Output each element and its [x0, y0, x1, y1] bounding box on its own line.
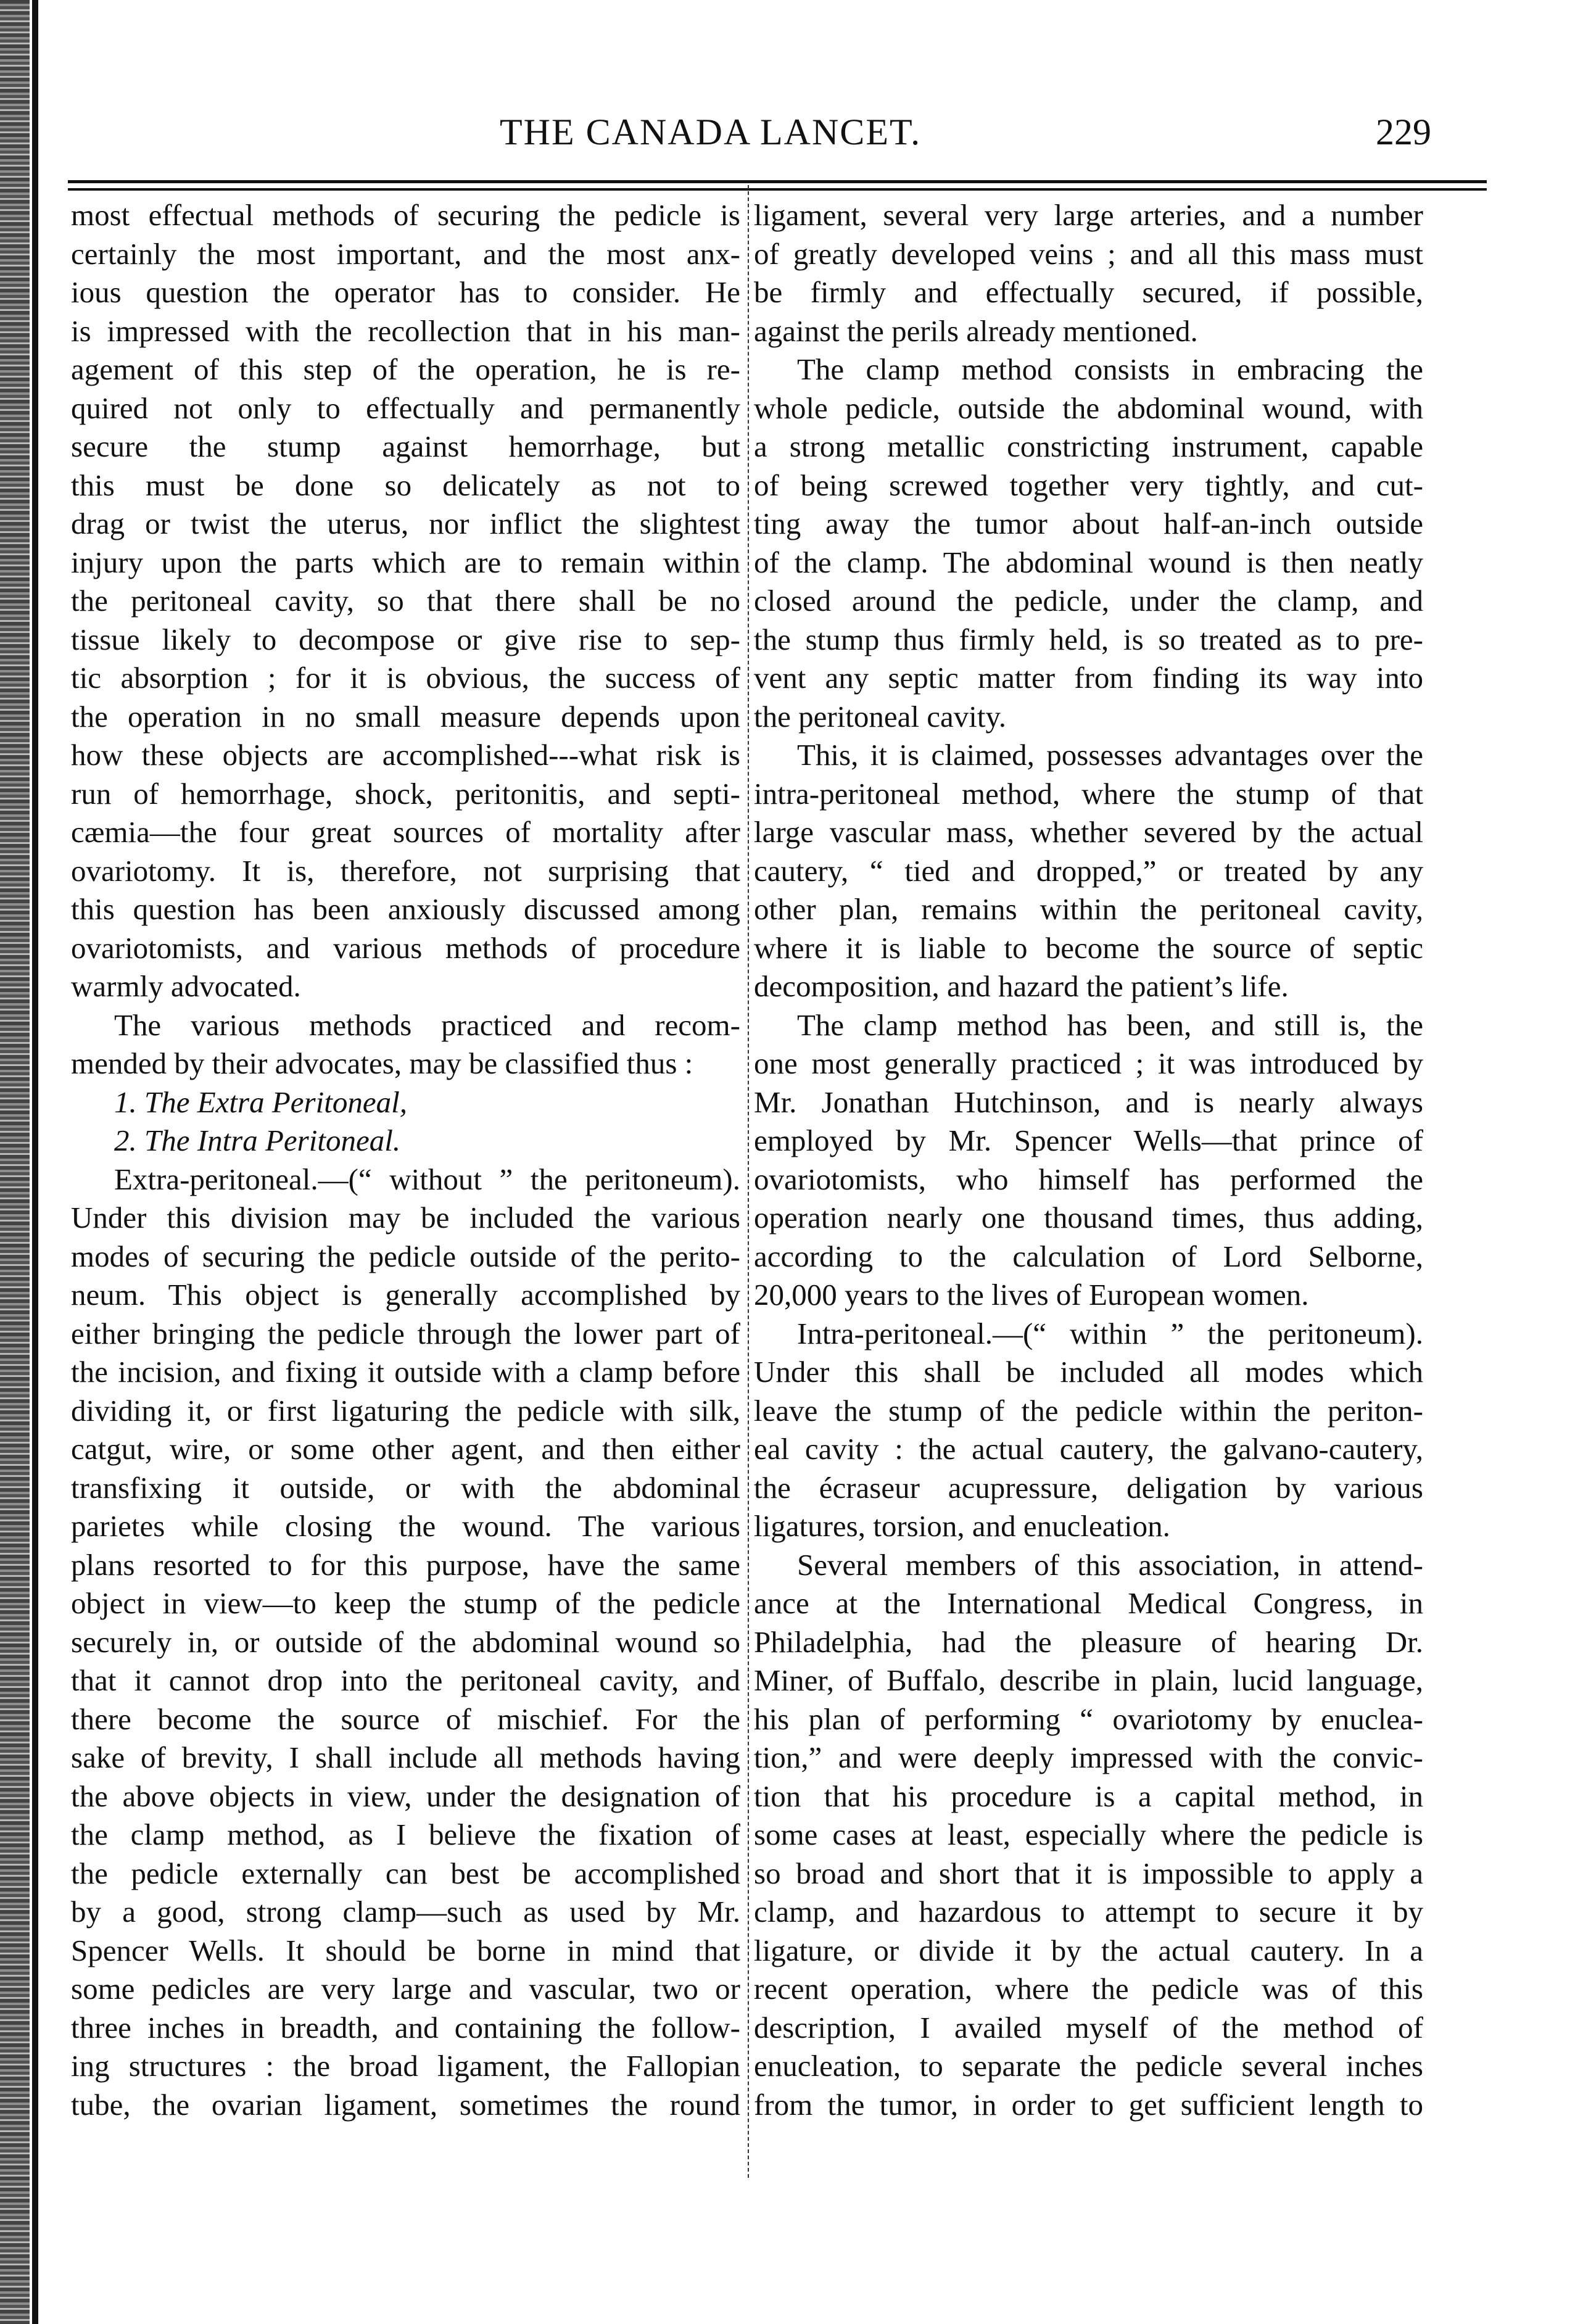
- text-line: a strong metallic constricting instrument, capable: [754, 429, 1423, 463]
- text-line: ligatures, torsion, and enucleation.: [754, 1509, 1170, 1543]
- text-line: 20,000 years to the lives of European women.: [754, 1278, 1309, 1312]
- text-line: either bringing the pedicle through the lower part of: [71, 1316, 740, 1350]
- column-divider: [748, 185, 749, 2178]
- text-line: ovariotomy. It is, therefore, not surprising that: [71, 853, 740, 888]
- text-line: the écraseur acupressure, deligation by various: [754, 1470, 1423, 1505]
- text-line: of the clamp. The abdominal wound is then neatly: [754, 545, 1423, 579]
- text-line: this must be done so delicately as not to: [71, 468, 740, 502]
- text-line: vent any septic matter from finding its way into: [754, 661, 1423, 695]
- text-line: closed around the pedicle, under the clamp, and: [754, 584, 1423, 618]
- text-line: The various methods practiced and recom-: [114, 1007, 740, 1042]
- text-line: tion that his procedure is a capital method, in: [754, 1779, 1423, 1813]
- text-line: The clamp method has been, and still is, the: [797, 1007, 1423, 1042]
- text-line: Under this shall be included all modes which: [754, 1355, 1423, 1389]
- text-line: certainly the most important, and the most anx-: [71, 236, 740, 271]
- text-line: description, I availed myself of the method of: [754, 2010, 1423, 2045]
- text-line: dividing it, or first ligaturing the pedicle with silk,: [71, 1393, 740, 1428]
- text-line: the operation in no small measure depends upon: [71, 699, 740, 734]
- text-line: Under this division may be included the various: [71, 1201, 740, 1234]
- text-line: ting away the tumor about half-an-inch outside: [754, 507, 1423, 540]
- text-line: Mr. Jonathan Hutchinson, and is nearly always: [754, 1085, 1423, 1119]
- text-line: tube, the ovarian ligament, sometimes the round: [71, 2087, 740, 2122]
- text-line: Miner, of Buffalo, describe in plain, lucid language,: [754, 1663, 1423, 1697]
- text-line: the stump thus firmly held, is so treated as to pre-: [754, 622, 1423, 656]
- text-line: large vascular mass, whether severed by the actual: [754, 815, 1423, 849]
- header-rule-bottom: [68, 188, 1487, 191]
- text-line: according to the calculation of Lord Selborne,: [754, 1239, 1423, 1273]
- text-line: ing structures : the broad ligament, the Fallopian: [71, 2049, 740, 2083]
- text-line: clamp, and hazardous to attempt to secure it by: [754, 1895, 1423, 1929]
- text-line: ovariotomists, who himself has performed the: [754, 1162, 1423, 1196]
- text-line: cæmia—the four great sources of mortality after: [71, 815, 740, 849]
- text-line: 2. The Intra Peritoneal.: [114, 1123, 401, 1157]
- text-line: drag or twist the uterus, nor inflict the slightest: [71, 507, 740, 540]
- text-line: some cases at least, especially where the pedicle is: [754, 1817, 1423, 1851]
- text-line: that it cannot drop into the peritoneal cavity, and: [71, 1663, 740, 1697]
- text-line: The clamp method consists in embracing the: [797, 352, 1423, 386]
- text-line: his plan of performing “ ovariotomy by enuclea-: [754, 1702, 1423, 1736]
- text-line: Spencer Wells. It should be borne in mind that: [71, 1933, 740, 1967]
- text-line: modes of securing the pedicle outside of the perito-: [71, 1239, 740, 1273]
- text-line: secure the stump against hemorrhage, but: [71, 429, 740, 463]
- text-line: warmly advocated.: [71, 969, 301, 1003]
- text-line: is impressed with the recollection that in his man-: [71, 313, 740, 348]
- text-line: object in view—to keep the stump of the pedicle: [71, 1586, 740, 1620]
- header-rule-top: [68, 180, 1487, 183]
- text-line: Extra-peritoneal.—(“ without ” the peritoneum).: [114, 1162, 740, 1196]
- text-line: Intra-peritoneal.—(“ within ” the peritoneum).: [797, 1316, 1423, 1350]
- text-line: sake of brevity, I shall include all methods having: [71, 1740, 740, 1774]
- running-header: [0, 111, 1583, 160]
- text-line: one most generally practiced ; it was introduced by: [754, 1046, 1423, 1080]
- text-line: Several members of this association, in attend-: [797, 1547, 1423, 1582]
- page-number: 229: [1376, 112, 1431, 152]
- text-line: some pedicles are very large and vascular, two or: [71, 1972, 740, 2006]
- text-line: of greatly developed veins ; and all this mass must: [754, 236, 1423, 271]
- text-line: the peritoneal cavity.: [754, 699, 1007, 734]
- text-line: decomposition, and hazard the patient’s life.: [754, 969, 1289, 1003]
- text-line: the pedicle externally can best be accomplished: [71, 1856, 740, 1890]
- text-line: eal cavity : the actual cautery, the galvano-cautery,: [754, 1432, 1423, 1466]
- text-line: mended by their advocates, may be classified thus :: [71, 1046, 693, 1080]
- text-line: this question has been anxiously discussed among: [71, 892, 740, 926]
- text-line: of being screwed together very tightly, and cut-: [754, 468, 1423, 502]
- text-line: Philadelphia, had the pleasure of hearing Dr.: [754, 1624, 1423, 1659]
- text-line: tic absorption ; for it is obvious, the success of: [71, 661, 740, 695]
- text-line: neum. This object is generally accomplished by: [71, 1278, 740, 1312]
- text-line: the clamp method, as I believe the fixation of: [71, 1817, 740, 1851]
- text-line: transfixing it outside, or with the abdominal: [71, 1470, 740, 1505]
- text-line: the above objects in view, under the designation of: [71, 1779, 740, 1813]
- text-line: employed by Mr. Spencer Wells—that prince of: [754, 1123, 1423, 1157]
- text-line: agement of this step of the operation, he is re-: [71, 352, 740, 386]
- text-line: whole pedicle, outside the abdominal wound, with: [754, 391, 1423, 425]
- text-line: by a good, strong clamp—such as used by Mr.: [71, 1895, 740, 1929]
- text-line: from the tumor, in order to get sufficient length to: [754, 2087, 1423, 2122]
- text-line: injury upon the parts which are to remain within: [71, 545, 740, 579]
- text-line: catgut, wire, or some other agent, and then either: [71, 1432, 740, 1466]
- text-line: intra-peritoneal method, where the stump of that: [754, 776, 1423, 811]
- text-line: tissue likely to decompose or give rise to sep-: [71, 622, 740, 656]
- text-line: against the perils already mentioned.: [754, 313, 1198, 348]
- text-line: ligament, several very large arteries, and a number: [754, 198, 1423, 232]
- text-line: quired not only to effectually and permanently: [71, 391, 740, 425]
- text-line: ance at the International Medical Congress, in: [754, 1586, 1423, 1620]
- text-line: three inches in breadth, and containing the follow-: [71, 2010, 740, 2045]
- text-line: 1. The Extra Peritoneal,: [114, 1085, 407, 1119]
- text-line: most effectual methods of securing the pedicle is: [71, 198, 740, 232]
- text-line: leave the stump of the pedicle within the periton-: [754, 1393, 1423, 1428]
- text-line: the peritoneal cavity, so that there shall be no: [71, 584, 740, 618]
- journal-title: THE CANADA LANCET.: [500, 112, 922, 152]
- text-line: enucleation, to separate the pedicle several inches: [754, 2049, 1423, 2083]
- text-line: securely in, or outside of the abdominal wound so: [71, 1624, 740, 1659]
- text-line: be firmly and effectually secured, if possible,: [754, 275, 1423, 309]
- text-line: plans resorted to for this purpose, have the same: [71, 1547, 740, 1582]
- text-line: how these objects are accomplished---what risk is: [71, 738, 740, 772]
- text-line: tion,” and were deeply impressed with the convic-: [754, 1740, 1423, 1774]
- text-line: there become the source of mischief. For the: [71, 1702, 740, 1736]
- text-line: operation nearly one thousand times, thus adding,: [754, 1201, 1423, 1234]
- text-line: other plan, remains within the peritoneal cavity,: [754, 892, 1423, 926]
- text-line: the incision, and fixing it outside with a clamp before: [71, 1355, 740, 1389]
- book-spine-edge: [32, 0, 38, 2324]
- text-line: cautery, “ tied and dropped,” or treated by any: [754, 853, 1423, 888]
- text-line: This, it is claimed, possesses advantages over the: [797, 738, 1423, 772]
- text-line: so broad and short that it is impossible to apply a: [754, 1856, 1423, 1890]
- text-line: parietes while closing the wound. The various: [71, 1509, 740, 1543]
- text-line: ligature, or divide it by the actual cautery. In a: [754, 1933, 1423, 1967]
- text-line: recent operation, where the pedicle was of this: [754, 1972, 1423, 2006]
- text-line: ious question the operator has to consider. He: [71, 275, 740, 309]
- text-line: where it is liable to become the source of septic: [754, 930, 1423, 965]
- text-line: run of hemorrhage, shock, peritonitis, and septi-: [71, 776, 740, 811]
- book-spine-binding: [0, 0, 30, 2324]
- text-line: ovariotomists, and various methods of procedure: [71, 930, 740, 965]
